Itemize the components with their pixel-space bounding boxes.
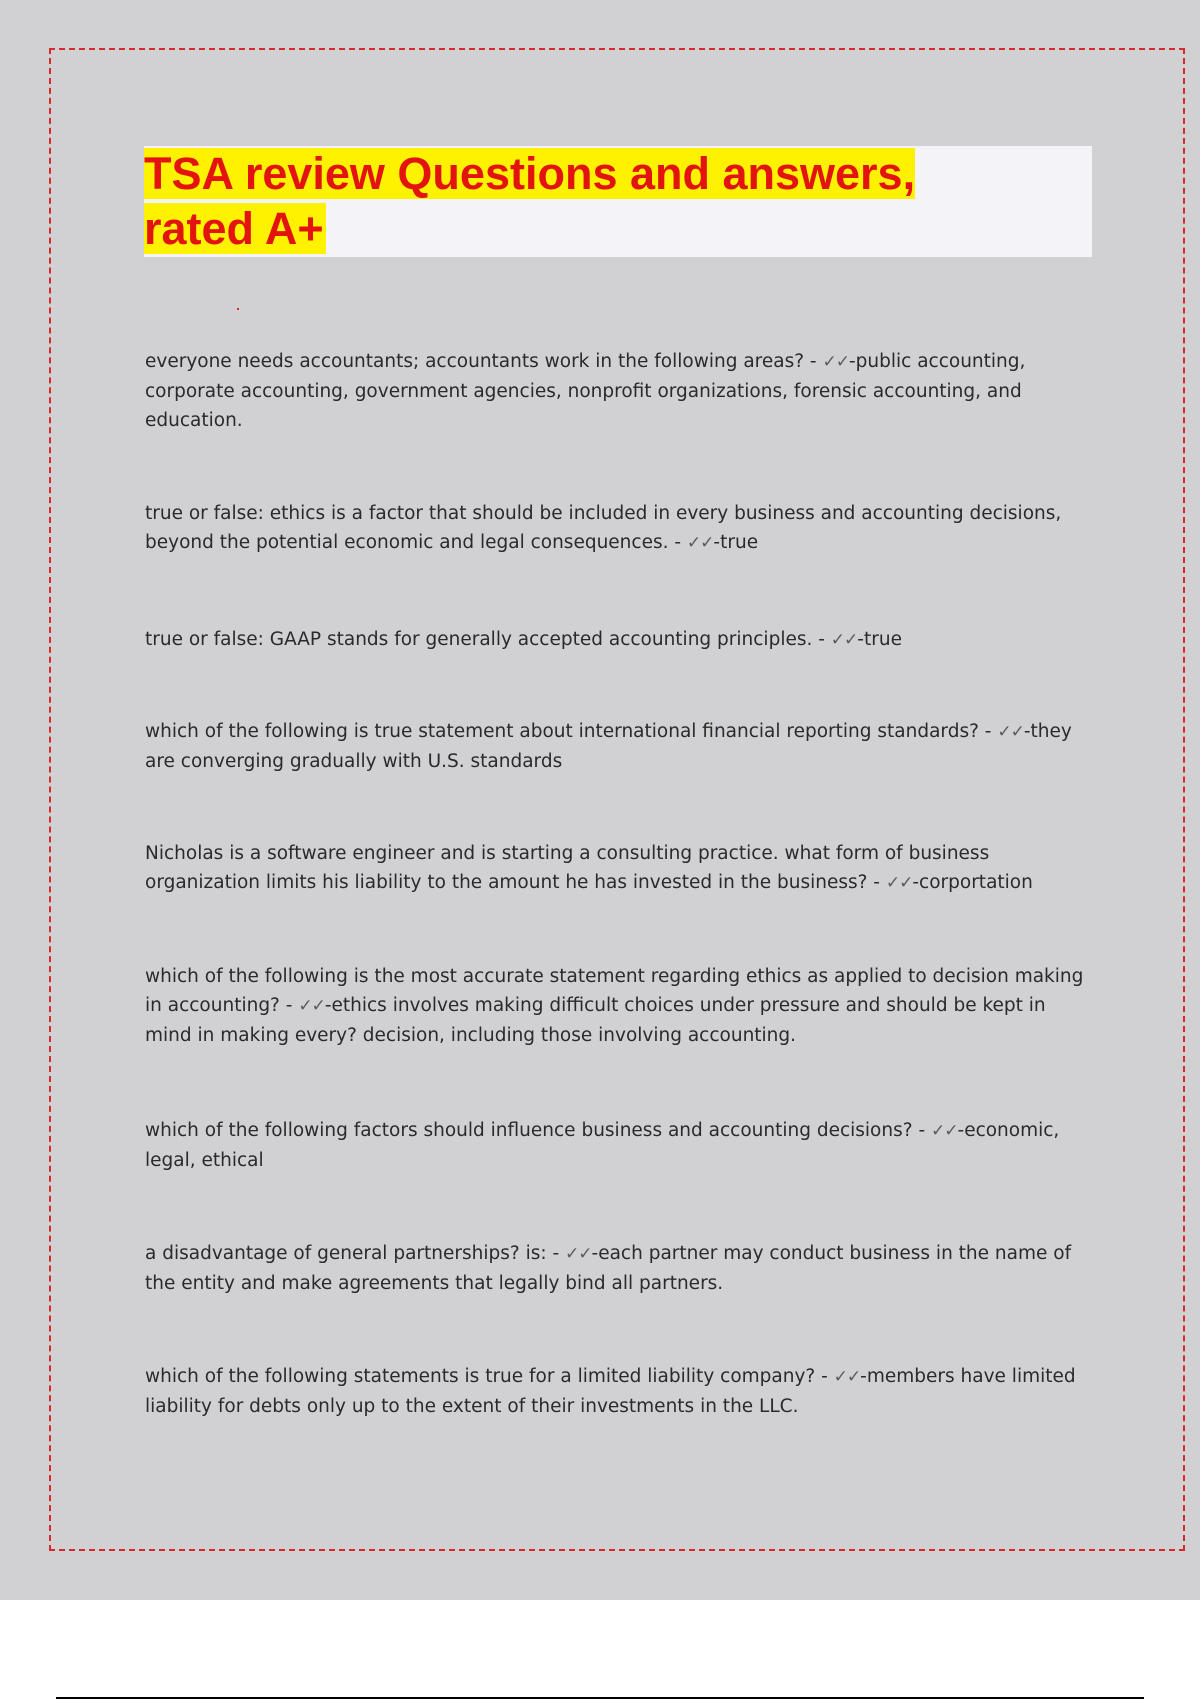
qa-item-8: [145, 1239, 1095, 1298]
separator: -: [912, 872, 920, 893]
separator: -: [812, 629, 831, 650]
qa-item-7: [145, 1116, 1095, 1175]
double-check-icon: ✓✓: [565, 1244, 592, 1264]
separator: -: [912, 1120, 931, 1141]
qa-item-2: [145, 499, 1095, 558]
double-check-icon: ✓✓: [833, 1367, 861, 1387]
answer-text: ethics involves making difficult choices under pressure and should be kept in mind in making every? decision, including those involving accounting.: [145, 995, 1046, 1046]
footer-rule: [56, 1697, 1144, 1699]
separator: -: [713, 532, 721, 553]
question-text: which of the following is true statement about international financial reporting standards?: [145, 721, 979, 742]
answer-text: corportation: [919, 872, 1033, 893]
separator: -: [815, 1366, 834, 1387]
answer-text: public accounting, corporate accounting, government agencies, nonprofit organizations, forensic accounting, and education.: [145, 351, 1026, 431]
separator: -: [867, 872, 886, 893]
qa-item-6: [145, 962, 1095, 1050]
question-text: which of the following factors should influence business and accounting decisions?: [145, 1120, 913, 1141]
separator: -: [324, 995, 332, 1016]
qa-item-3: [145, 625, 1095, 655]
double-check-icon: ✓✓: [931, 1121, 958, 1141]
double-check-icon: ✓✓: [822, 352, 849, 372]
document-title: [144, 146, 984, 256]
question-text: true or false: ethics is a factor that should be included in every business and accounting decisions, beyond the potential economic and legal consequences.: [145, 503, 1062, 553]
double-check-icon: ✓✓: [830, 630, 858, 650]
question-text: true or false: GAAP stands for generally accepted accounting principles.: [145, 629, 813, 650]
double-check-icon: ✓✓: [298, 996, 325, 1016]
double-check-icon: ✓✓: [885, 873, 913, 893]
separator: -: [978, 721, 998, 742]
double-check-icon: ✓✓: [997, 722, 1024, 742]
separator: -: [857, 629, 864, 650]
separator: -: [848, 351, 856, 372]
answer-text: true: [720, 532, 759, 553]
qa-item-1: [145, 347, 1095, 435]
question-text: everyone needs accountants; accountants work in the following areas?: [145, 351, 805, 372]
separator: -: [860, 1366, 867, 1387]
title-highlight: TSA review Questions and answers, rated A+: [144, 148, 916, 254]
separator: -: [279, 995, 299, 1016]
separator: -: [1023, 721, 1031, 742]
question-text: which of the following is the most accurate statement regarding ethics as applied to decision making in accounting?: [145, 966, 1084, 1016]
answer-text: true: [863, 629, 902, 650]
question-text: which of the following statements is true for a limited liability company?: [145, 1366, 816, 1387]
qa-item-4: [145, 717, 1095, 776]
separator: -: [804, 351, 823, 372]
question-text: a disadvantage of general partnerships? is:: [145, 1243, 547, 1264]
qa-item-9: [145, 1362, 1095, 1421]
question-text: Nicholas is a software engineer and is starting a consulting practice. what form of business organization limits his liability to the amount he has invested in the business?: [145, 843, 990, 893]
answer-text: members have limited liability for debts only up to the extent of their investments in the LLC.: [145, 1366, 1076, 1417]
separator: -: [546, 1243, 566, 1264]
page-border-frame: [49, 48, 1185, 1551]
stray-dot: [237, 308, 239, 310]
double-check-icon: ✓✓: [686, 533, 714, 553]
answer-text: each partner may conduct business in the name of the entity and make agreements that legally bind all partners.: [145, 1243, 1072, 1294]
qa-item-5: [145, 839, 1095, 898]
answer-text: they are converging gradually with U.S. standards: [145, 721, 1072, 772]
separator: -: [668, 532, 687, 553]
separator: -: [591, 1243, 599, 1264]
answer-text: economic, legal, ethical: [145, 1120, 1060, 1171]
separator: -: [957, 1120, 965, 1141]
